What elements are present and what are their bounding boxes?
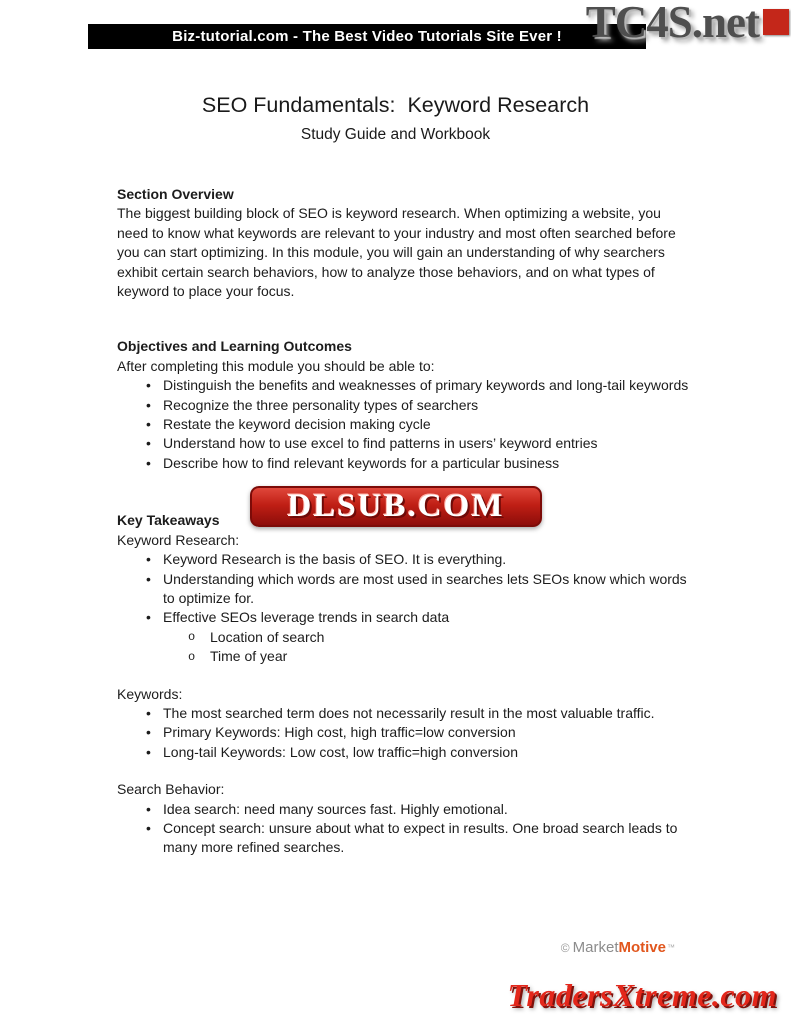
bullet-item: • Distinguish the benefits and weaknesses of primary keywords and long-tail keywords: [117, 376, 689, 395]
bullet-item: • Keyword Research is the basis of SEO. It is everything.: [117, 550, 689, 569]
tc4s-logo: TC4S.net: [585, 0, 759, 47]
page-subtitle: Study Guide and Workbook: [300, 126, 491, 143]
page-title: SEO Fundamentals: Keyword Research: [201, 93, 590, 117]
objectives-heading: Objectives and Learning Outcomes: [117, 338, 352, 355]
key-takeaways-list: [117, 550, 689, 666]
search-behavior-list: [117, 800, 689, 858]
marketmotive-market-text: Market: [572, 939, 619, 956]
dlsub-watermark-text: DLSUB.COM: [287, 488, 505, 524]
section-overview-heading: Section Overview: [117, 186, 234, 202]
bullet-item: • Effective SEOs leverage trends in search data: [117, 608, 689, 627]
marketmotive-logo: [561, 939, 675, 956]
marketmotive-motive-text: Motive: [618, 939, 666, 956]
red-flag-icon: [763, 9, 789, 35]
dlsub-watermark: [250, 486, 542, 527]
keywords-subheading: Keywords:: [117, 685, 183, 702]
bullet-item: • Idea search: need many sources fast. Highly emotional.: [117, 800, 689, 819]
bullet-item: • Long-tail Keywords: Low cost, low traffic=high conversion: [117, 743, 689, 762]
section-overview-body: The biggest building block of SEO is keyword research. When optimizing a website, you need to know what keywords are relevant to your industry and most often searched before you can start optimizing. In this module, you will gain an understanding of why searchers exhibit certain search behaviors, how to analyze those behaviors, and on what types of keyword to place your focus.: [117, 205, 676, 300]
keyword-research-subheading: Keyword Research:: [117, 531, 240, 548]
bullet-item: • Concept search: unsure about what to expect in results. One broad search leads to many more refined searches.: [117, 819, 689, 858]
trademark-icon: ™: [667, 943, 675, 952]
promo-banner-text: Biz-tutorial.com - The Best Video Tutorials Site Ever !: [172, 28, 562, 45]
title-block: [0, 93, 791, 144]
bullet-item: • Understand how to use excel to find patterns in users’ keyword entries: [117, 434, 689, 453]
sub-bullet-item: o Time of year: [117, 647, 689, 666]
sub-bullet-item: o Location of search: [117, 628, 689, 647]
bullet-item: • Describe how to find relevant keywords for a particular business: [117, 454, 689, 473]
tradersxtreme-watermark: TradersXtreme.com: [507, 977, 777, 1013]
bullet-item: • Understanding which words are most used in searches lets SEOs know which words to optimize for.: [117, 570, 689, 609]
objectives-list: [117, 376, 689, 473]
bullet-item: • Recognize the three personality types of searchers: [117, 396, 689, 415]
bullet-item: • The most searched term does not necessarily result in the most valuable traffic.: [117, 704, 689, 723]
keywords-list: [117, 704, 689, 762]
copyright-icon: ©: [560, 940, 570, 955]
bullet-item: • Primary Keywords: High cost, high traffic=low conversion: [117, 723, 689, 742]
bullet-item: • Restate the keyword decision making cycle: [117, 415, 689, 434]
objectives-intro: After completing this module you should be able to:: [117, 357, 435, 374]
promo-banner: [88, 24, 646, 49]
search-behavior-subheading: Search Behavior:: [117, 781, 225, 798]
key-takeaways-heading: Key Takeaways: [117, 512, 220, 529]
